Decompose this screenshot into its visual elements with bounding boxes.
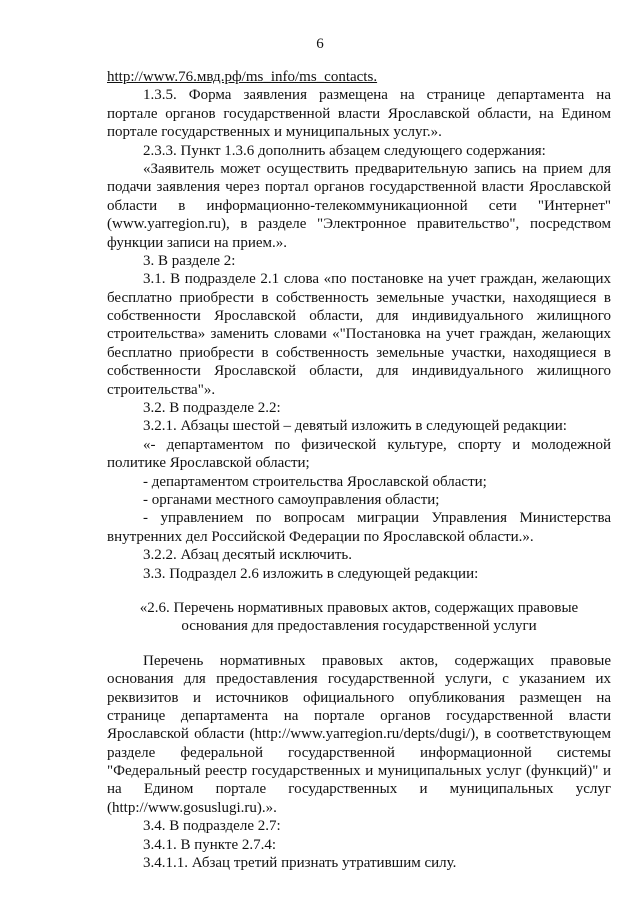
text-line: 3.2.1. Абзацы шестой – девятый изложить в следующей редакции: bbox=[143, 418, 567, 435]
text-line: 3.4.1.1. Абзац третий признать утратившим силу. bbox=[143, 855, 457, 872]
text-line: основания для предоставления государственной услуги, с указанием их bbox=[107, 671, 611, 688]
text-line: реквизитов и источников официального опубликования размещен на bbox=[107, 689, 611, 706]
text-line: политике Ярославской области; bbox=[107, 455, 310, 472]
text-line: бесплатно приобрести в собственность земельные участки, находящиеся в bbox=[107, 289, 611, 306]
text-line: строительства"». bbox=[107, 381, 216, 398]
text-line: основания для предоставления государственной услуги bbox=[181, 618, 537, 635]
text-line: - управлением по вопросам миграции Управления Министерства bbox=[143, 510, 611, 527]
text-line: 2.3.3. Пункт 1.3.6 дополнить абзацем следующего содержания: bbox=[143, 142, 546, 159]
text-line: Ярославской области (http://www.yarregion.ru/depts/dugi/), в соответствующем bbox=[107, 726, 611, 743]
text-line: бесплатно приобрести в собственность земельные участки, находящиеся в bbox=[107, 344, 611, 361]
text-line: на Едином портале государственных и муниципальных услуг bbox=[107, 781, 611, 798]
text-line: области в информационно-телекоммуникационной сети "Интернет" bbox=[107, 197, 611, 214]
text-line: разделе федеральной государственной информационной системы bbox=[107, 744, 611, 761]
text-line: (http://www.gosuslugi.ru).». bbox=[107, 799, 277, 816]
text-line: (www.yarregion.ru), в разделе "Электронное правительство", посредством bbox=[107, 216, 611, 233]
text-line: 3.2.2. Абзац десятый исключить. bbox=[143, 547, 353, 564]
text-line: портале государственных и муниципальных услуг.». bbox=[107, 124, 442, 141]
text-line: Перечень нормативных правовых актов, содержащих правовые bbox=[143, 652, 611, 669]
spacer bbox=[107, 636, 611, 652]
text-line: функции записи на прием.». bbox=[107, 234, 288, 251]
text-line: 3.2. В подразделе 2.2: bbox=[143, 400, 281, 417]
page-number: 6 bbox=[316, 36, 324, 52]
text-line: портале органов государственной власти Ярославской области, на Едином bbox=[107, 105, 611, 122]
text-line: 1.3.5. Форма заявления размещена на странице департамента на bbox=[143, 87, 611, 104]
text-line: «Заявитель может осуществить предварительную запись на прием для bbox=[143, 160, 611, 177]
text-line: странице департамента на портале органов государственной власти bbox=[107, 707, 611, 724]
text-line: собственности Ярославской области, для индивидуального жилищного bbox=[107, 308, 611, 325]
text-line: http://www.76.мвд.рф/ms_info/ms_contacts. bbox=[107, 69, 378, 85]
text-line: - органами местного самоуправления области; bbox=[143, 491, 440, 508]
text-line: строительства» заменить словами «"Постановка на учет граждан, желающих bbox=[107, 326, 611, 343]
text-line: «2.6. Перечень нормативных правовых актов, содержащих правовые bbox=[139, 599, 579, 616]
text-line: подачи заявления через портал органов государственной власти Ярославской bbox=[107, 179, 611, 196]
text-line: "Федеральный реестр государственных и муниципальных услуг (функций)" и bbox=[107, 763, 611, 780]
text-line: 3.4. В подразделе 2.7: bbox=[143, 818, 281, 835]
text-line: 3.4.1. В пункте 2.7.4: bbox=[143, 836, 277, 853]
text-line: собственности Ярославской области, для индивидуального жилищного bbox=[107, 363, 611, 380]
text-line: 3.1. В подразделе 2.1 слова «по постановке на учет граждан, желающих bbox=[143, 271, 611, 288]
text-line: внутренних дел Российской Федерации по Ярославской области.». bbox=[107, 528, 534, 545]
spacer bbox=[107, 583, 611, 599]
text-line: 3. В разделе 2: bbox=[143, 252, 236, 269]
document-body bbox=[107, 68, 611, 872]
text-line: - департаментом строительства Ярославской области; bbox=[143, 473, 487, 490]
text-line: «- департаментом по физической культуре, спорту и молодежной bbox=[143, 436, 611, 453]
text-line: 3.3. Подраздел 2.6 изложить в следующей редакции: bbox=[143, 565, 479, 582]
